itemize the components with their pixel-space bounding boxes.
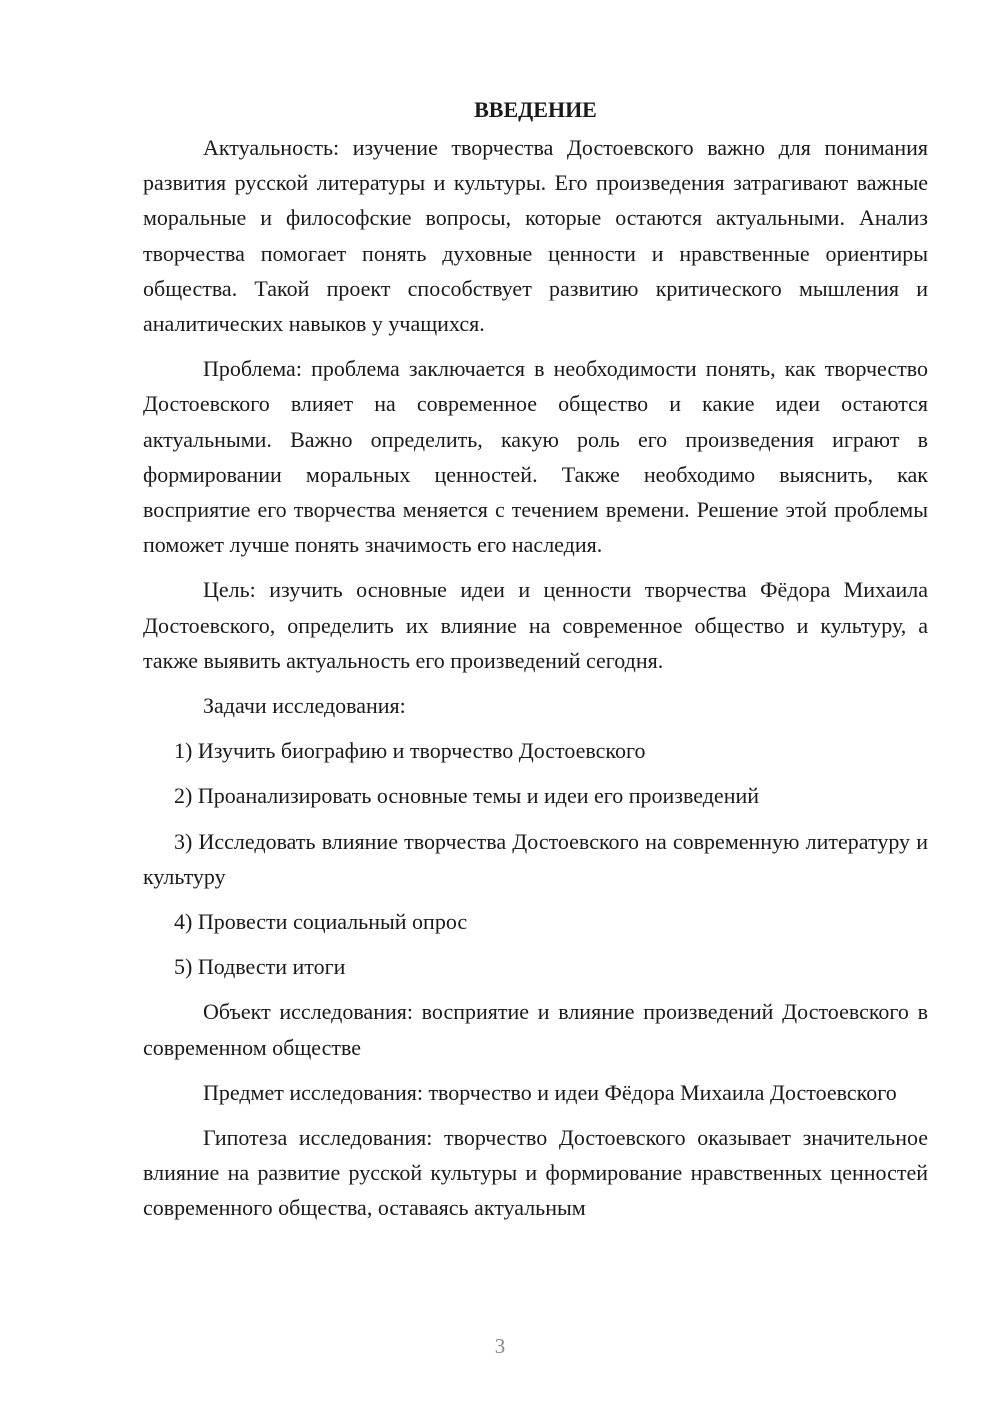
- task-item: 5) Подвести итоги: [174, 954, 346, 980]
- tasks-heading: Задачи исследования:: [203, 693, 406, 719]
- task-item: 4) Провести социальный опрос: [174, 909, 468, 935]
- task-item: 1) Изучить биографию и творчество Достоевского: [174, 738, 646, 764]
- page-number: 3: [494, 1334, 506, 1358]
- task-item: 2) Проанализировать основные темы и идеи его произведений: [174, 783, 760, 809]
- subject-paragraph: Предмет исследования: творчество и идеи Фёдора Михаила Достоевского: [203, 1079, 897, 1105]
- goal-paragraph: Цель: изучить основные идеи и ценности творчества Фёдора Михаила Достоевского, определить их влияние на современное общество и культуру, а также выявить актуальность его произведений сегодня.: [143, 577, 928, 673]
- hypothesis-paragraph: Гипотеза исследования: творчество Достоевского оказывает значительное влияние на развитие русской культуры и формирование нравственных ценностей современного общества, оставаясь актуальным: [143, 1125, 928, 1221]
- page-content: [143, 92, 928, 1236]
- section-title: ВВЕДЕНИЕ: [474, 97, 597, 122]
- relevance-paragraph: Актуальность: изучение творчества Достоевского важно для понимания развития русской литературы и культуры. Его произведения затрагивают важные моральные и философские вопросы, которые остаются актуальными. Анализ творчества помогает понять духовные ценности и нравственные ориентиры общества. Такой проект способствует развитию критического мышления и аналитических навыков у учащихся.: [143, 135, 928, 337]
- task-item: 3) Исследовать влияние творчества Достоевского на современную литературу и культуру: [143, 828, 928, 889]
- object-paragraph: Объект исследования: восприятие и влияние произведений Достоевского в современном обществе: [143, 999, 928, 1060]
- problem-paragraph: Проблема: проблема заключается в необходимости понять, как творчество Достоевского влияет на современное общество и какие идеи остаются актуальными. Важно определить, какую роль его произведения играют в формировании моральных ценностей. Также необходимо выяснить, как восприятие его творчества меняется с течением времени. Решение этой проблемы поможет лучше понять значимость его наследия.: [143, 356, 928, 558]
